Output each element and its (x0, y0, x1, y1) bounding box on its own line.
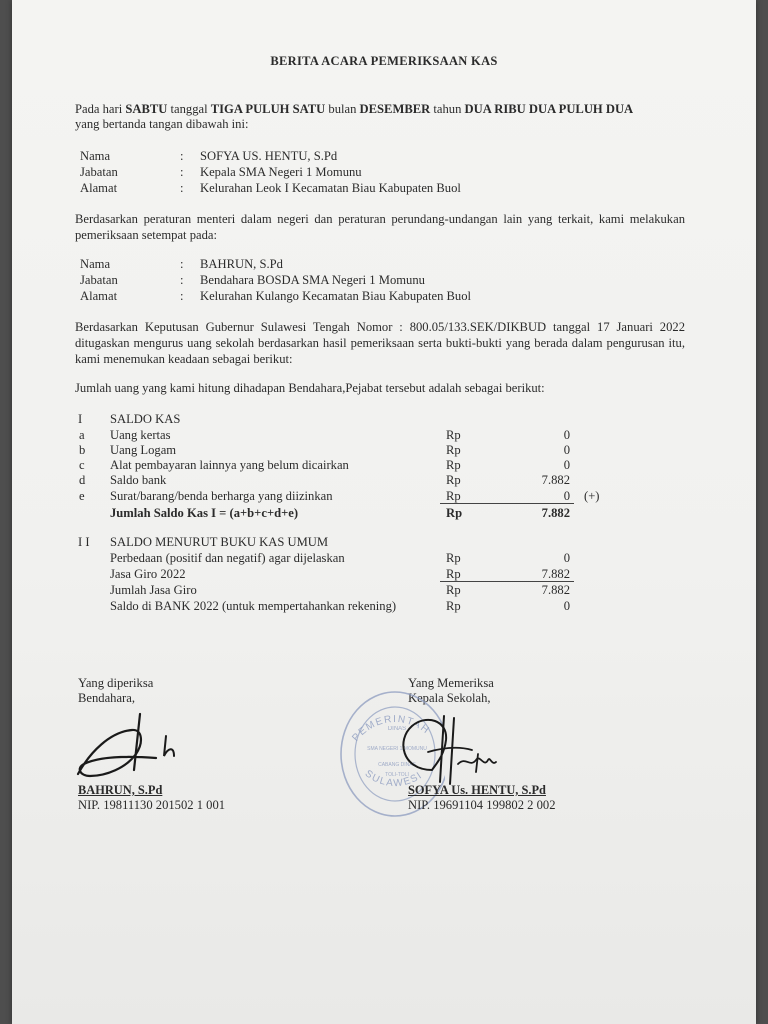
intro-date: TIGA PULUH SATU (210, 102, 326, 116)
row-label: Jumlah Jasa Giro (110, 583, 197, 597)
colon: : (180, 257, 184, 271)
person2-jabatan-label: Jabatan (80, 273, 118, 287)
row-value: 0 (563, 489, 570, 503)
stamp-inner-2: SMA NEGERI 1 MOMUNU (367, 746, 427, 752)
person1-jabatan: Kepala SMA Negeri 1 Momunu (200, 165, 362, 179)
intro-day: SABTU (125, 102, 168, 116)
sign-right-line1: Yang Memeriksa (408, 676, 494, 690)
colon: : (180, 289, 184, 303)
person1-alamat-label: Alamat (80, 181, 118, 195)
section1-roman: I (78, 412, 83, 426)
row-label: Uang kertas (110, 428, 171, 442)
stamp-inner-4: TOLI-TOLI (385, 772, 409, 778)
row-letter: d (79, 473, 86, 487)
stamp-text-bottom: SULAWESI (362, 768, 425, 790)
section2-roman: I I (78, 535, 90, 549)
paragraph-decree: Berdasarkan Keputusan Gubernur Sulawesi Tengah Nomor : 800.05/133.SEK/DIKBUD tanggal 17 Januari 2022 ditugaskan mengurus uang sekolah berdasarkan hasil pemeriksaan serta bukti-bukti yang berada dalam pengurusan itu, kami menemukan keadaan sebagai berikut: (75, 320, 685, 366)
intro-text: tanggal (167, 102, 211, 116)
row-label: Surat/barang/benda berharga yang diizinkan (110, 489, 333, 503)
row-letter: b (79, 443, 86, 457)
intro-text: Pada hari (75, 102, 126, 116)
row-label: Alat pembayaran lainnya yang belum dicairkan (110, 458, 349, 472)
sign-right-line2: Kepala Sekolah, (408, 691, 491, 705)
signature-left (70, 712, 190, 784)
person1-jabatan-label: Jabatan (80, 165, 118, 179)
row-currency: Rp (446, 567, 461, 581)
sign-left-line2: Bendahara, (78, 691, 135, 705)
sum-rule (440, 503, 574, 504)
person1-nama: SOFYA US. HENTU, S.Pd (200, 149, 338, 163)
sign-left-name: BAHRUN, S.Pd (78, 783, 163, 797)
row-currency: Rp (446, 599, 461, 613)
paragraph-regulation: Berdasarkan peraturan menteri dalam negeri dan peraturan perundang-undangan lain yang terkait, kami melakukan pemeriksaan setempat pada: (75, 212, 685, 242)
row-currency: Rp (446, 458, 461, 472)
row-label: Saldo bank (110, 473, 167, 487)
person1-nama-label: Nama (80, 149, 111, 163)
colon: : (180, 149, 184, 163)
document-title: BERITA ACARA PEMERIKSAAN KAS (270, 54, 498, 68)
total-label: Jumlah Saldo Kas I = (a+b+c+d+e) (110, 506, 299, 520)
intro-month: DESEMBER (359, 102, 431, 116)
intro-text: tahun (430, 102, 465, 116)
row-value: 0 (563, 599, 570, 613)
stamp-inner-1: DINAS (387, 726, 407, 732)
intro-line-1 (75, 101, 633, 117)
row-label: Uang Logam (110, 443, 177, 457)
total-currency: Rp (446, 506, 463, 520)
stamp-inner-3: CABANG DINAS (378, 762, 416, 768)
stamp-text-top: PEMERINTAH (350, 713, 432, 744)
intro-year: DUA RIBU DUA PULUH DUA (464, 102, 634, 116)
row-value: 0 (563, 443, 570, 457)
colon: : (180, 273, 184, 287)
row-value: 0 (563, 458, 570, 472)
sign-right-nip: NIP. 19691104 199802 2 002 (408, 798, 556, 812)
section1-heading: SALDO KAS (110, 412, 181, 426)
paragraph-count: Jumlah uang yang kami hitung dihadapan Bendahara,Pejabat tersebut adalah sebagai berikut: (75, 381, 545, 395)
person2-alamat-label: Alamat (80, 289, 118, 303)
row-letter: c (79, 458, 85, 472)
plus-sign: (+) (584, 489, 600, 503)
row-currency: Rp (446, 443, 461, 457)
person2-nama-label: Nama (80, 257, 111, 271)
row-currency: Rp (446, 473, 461, 487)
row-label: Jasa Giro 2022 (110, 567, 186, 581)
person2-nama: BAHRUN, S.Pd (200, 257, 283, 271)
colon: : (180, 181, 184, 195)
total-value: 7.882 (541, 506, 570, 520)
row-value: 7.882 (541, 567, 570, 581)
intro-text: bulan (325, 102, 360, 116)
row-value: 0 (563, 551, 570, 565)
section2-heading: SALDO MENURUT BUKU KAS UMUM (110, 535, 329, 549)
colon: : (180, 165, 184, 179)
row-label: Saldo di BANK 2022 (untuk mempertahankan rekening) (110, 599, 397, 613)
person2-alamat: Kelurahan Kulango Kecamatan Biau Kabupaten Buol (200, 289, 472, 303)
person2-jabatan: Bendahara BOSDA SMA Negeri 1 Momunu (200, 273, 425, 287)
row-value: 0 (563, 428, 570, 442)
sign-right-name: SOFYA Us. HENTU, S.Pd (408, 783, 546, 797)
row-label: Perbedaan (positif dan negatif) agar dijelaskan (110, 551, 345, 565)
row-currency: Rp (446, 489, 461, 503)
sign-left-nip: NIP. 19811130 201502 1 001 (78, 798, 226, 812)
row-letter: e (79, 489, 85, 503)
row-letter: a (79, 428, 85, 442)
person1-alamat: Kelurahan Leok I Kecamatan Biau Kabupaten Buol (200, 181, 461, 195)
row-value: 7.882 (541, 583, 570, 597)
row-currency: Rp (446, 428, 461, 442)
sign-left-line1: Yang diperiksa (78, 676, 154, 690)
intro-line-2: yang bertanda tangan dibawah ini: (75, 117, 249, 131)
row-currency: Rp (446, 551, 461, 565)
row-currency: Rp (446, 583, 461, 597)
row-value: 7.882 (541, 473, 570, 487)
